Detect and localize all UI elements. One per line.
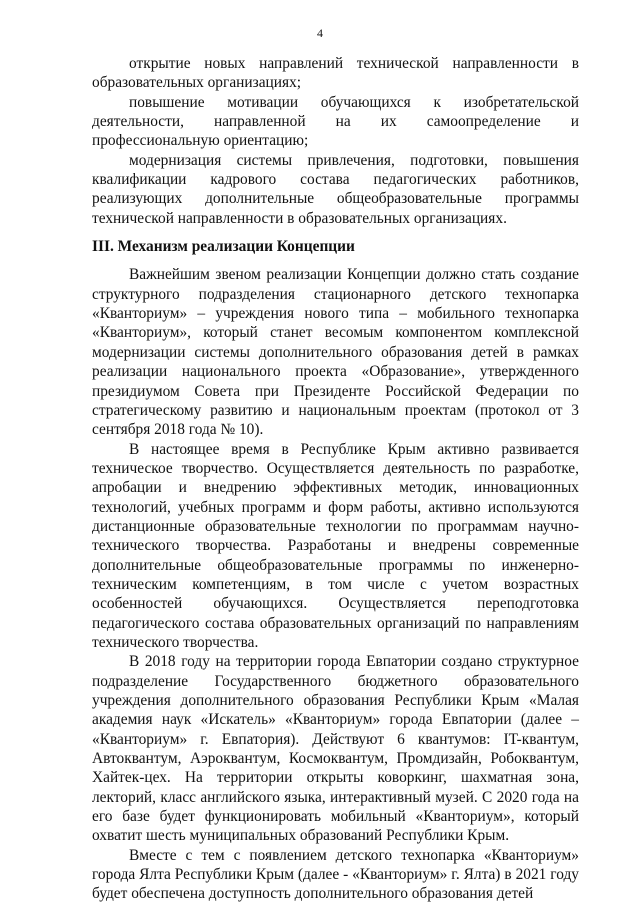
paragraph: В 2018 году на территории города Евпатории создано структурное подразделение Государственного бюджетного образовательного учреждения дополнительного образования Республики Крым «Малая академия наук «Искатель» «Кванториум» города Евпатории (далее – «Кванториум» г. Евпатория). Действуют 6 квантумов: IT-квантум, Автоквантум, Аэроквантум, Космоквантум, Промдизайн, Робоквантум, Хайтек-цех. На территории открыты коворкинг, шахматная зона, лекторий, класс английского языка, интерактивный музей. С 2020 года на его базе будет функционировать мобильный «Кванториум», который охватит шесть муниципальных образований Республики Крым. — [92, 653, 579, 845]
paragraph: Важнейшим звеном реализации Концепции должно стать создание структурного подразделения стационарного детского технопарка «Кванториум» – учреждения нового типа – мобильного технопарка «Кванториум», который станет весомым компонентом комплексной модернизации системы дополнительного образования детей в рамках реализации национального проекта «Образование», утвержденного президиумом Совета при Президенте Российской Федерации по стратегическому развитию и национальным проектам (протокол от 3 сентября 2018 года № 10). — [92, 266, 579, 439]
list-item: повышение мотивации обучающихся к изобретательской деятельности, направленной на их самоопределение и профессиональную ориентацию; — [92, 93, 579, 150]
paragraph: В настоящее время в Республике Крым активно развивается техническое творчество. Осуществляется деятельность по разработке, апробации и внедрению эффективных методик, инновационных технологий, учебных программ и форм работы, активно используются дистанционные образовательные технологии по программам научно-технического творчества. Разработаны и внедрены современные дополнительные общеобразовательные программы по инженерно-техническим компетенциям, в том числе с учетом возрастных особенностей обучающихся. Осуществляется переподготовка педагогического состава образовательных организаций по направлениям технического творчества. — [92, 440, 579, 651]
list-item: открытие новых направлений технической направленности в образовательных организациях; — [92, 55, 579, 92]
paragraph: Вместе с тем с появлением детского технопарка «Кванториум» города Ялта Республики Крым (далее - «Кванториум» г. Ялта) в 2021 году будет обеспечена доступность дополнительного образования детей — [92, 846, 579, 903]
page-number: 4 — [317, 26, 323, 40]
document-body — [92, 54, 579, 904]
list-item: модернизация системы привлечения, подготовки, повышения квалификации кадрового состава педагогических работников, реализующих дополнительные общеобразовательные программы технической направленности в образовательных организациях. — [92, 151, 579, 227]
section-heading: III. Механизм реализации Концепции — [92, 238, 355, 256]
